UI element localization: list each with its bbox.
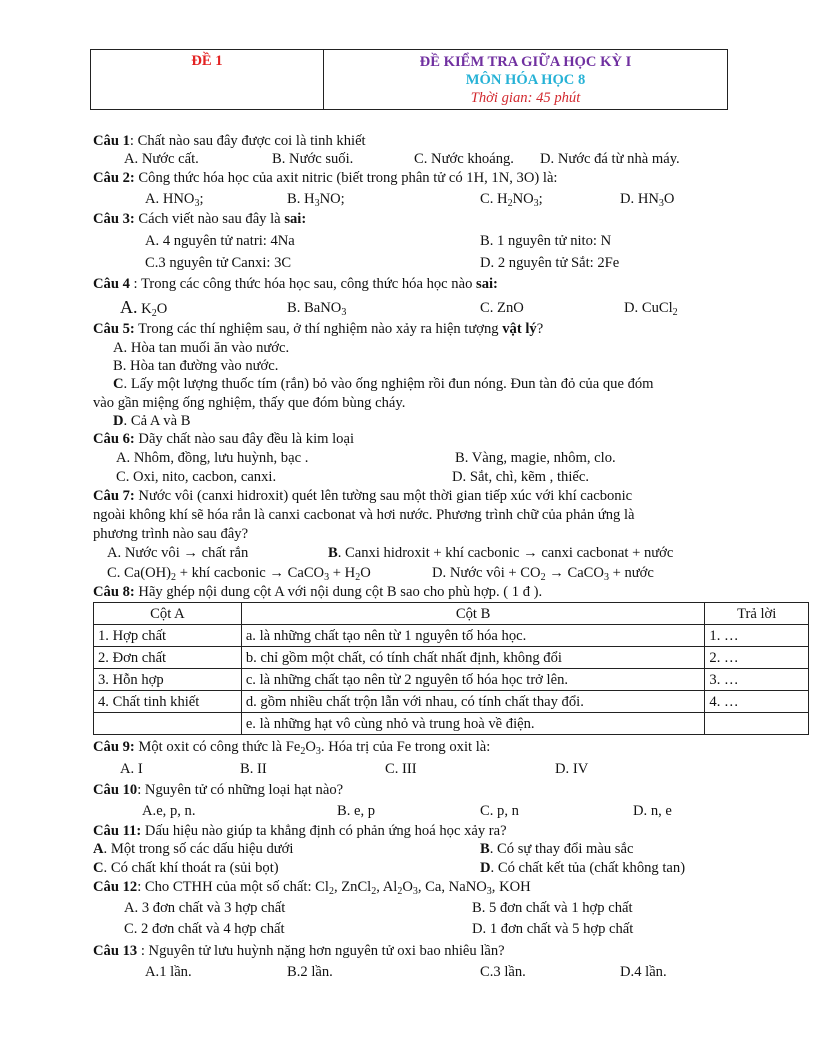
- question-7-cont: ngoài không khí sẽ hóa rắn là canxi cacbonat và hơi nước. Phương trình chữ của phản ứng là: [93, 507, 635, 523]
- table-cell: [94, 713, 242, 735]
- q11-option-b: B. Có sự thay đổi màu sắc: [480, 841, 634, 857]
- exam-title-cell: [324, 50, 728, 110]
- question-label: Câu 2:: [93, 170, 135, 186]
- q7-option-c: C. $Ca(OH)_2$ + khí cacbonic → CaCO$_3$ + $H_2O$: [107, 565, 371, 583]
- q7-option-b: B. Canxi hidroxit + khí cacbonic → canxi cacbonat + nước: [328, 545, 674, 561]
- q2-option-c: C. $H_2NO_3$;: [480, 191, 543, 209]
- question-4: Câu 4 : Trong các công thức hóa học sau, công thức hóa học nào sai:: [93, 276, 498, 292]
- q1-option-a: A. Nước cất.: [124, 151, 199, 167]
- q7-option-a: A. Nước vôi → chất rắn: [107, 545, 249, 561]
- q3-option-c: C.3 nguyên tử Canxi: 3C: [145, 255, 292, 271]
- table-cell: e. là những hạt vô cùng nhỏ và trung hoà về điện.: [241, 713, 705, 735]
- q12-option-a: A. 3 đơn chất và 3 hợp chất: [124, 900, 286, 916]
- question-3: Câu 3: Cách viết nào sau đây là sai:: [93, 211, 307, 227]
- answer-cell: 3. …: [705, 669, 809, 691]
- table-cell: 2. Đơn chất: [94, 647, 242, 669]
- question-label: Câu 6:: [93, 431, 135, 447]
- answer-cell: 2. …: [705, 647, 809, 669]
- column-header: Cột A: [94, 603, 242, 625]
- q4-option-c: C. ZnO: [480, 300, 524, 316]
- q9-option-c: C. III: [385, 761, 417, 777]
- q5-option-c-cont: vào gần miệng ống nghiệm, thấy que đóm bùng cháy.: [93, 395, 406, 411]
- q3-option-a: A. 4 nguyên tử natri: 4Na: [145, 233, 295, 249]
- q5-option-b: B. Hòa tan đường vào nước.: [113, 358, 279, 374]
- question-13: Câu 13 : Nguyên tử lưu huỳnh nặng hơn nguyên tử oxi bao nhiêu lần?: [93, 943, 505, 959]
- question-5: Câu 5: Trong các thí nghiệm sau, ở thí nghiệm nào xảy ra hiện tượng vật lý?: [93, 321, 544, 337]
- exam-code: ĐỀ 1: [91, 50, 324, 110]
- q6-option-b: B. Vàng, magie, nhôm, clo.: [455, 450, 616, 466]
- question-8: Câu 8: Hãy ghép nội dung cột A với nội dung cột B sao cho phù hợp. ( 1 đ ).: [93, 584, 543, 600]
- question-label: Câu 3:: [93, 211, 135, 227]
- q6-option-c: C. Oxi, nito, cacbon, canxi.: [116, 469, 277, 485]
- q5-option-d: D. Cả A và B: [113, 413, 191, 429]
- q3-option-b: B. 1 nguyên tử nito: N: [480, 233, 612, 249]
- q13-option-d: D.4 lần.: [620, 964, 667, 980]
- q2-option-d: D. $HN_3O$: [620, 191, 675, 209]
- q10-option-d: D. n, e: [633, 803, 672, 819]
- table-cell: c. là những chất tạo nên từ 2 nguyên tố hóa học trở lên.: [241, 669, 705, 691]
- table-cell: 4. Chất tinh khiết: [94, 691, 242, 713]
- question-label: Câu 13: [93, 943, 138, 959]
- question-1: [93, 132, 366, 150]
- q13-option-b: B.2 lần.: [287, 964, 333, 980]
- q5-option-a: A. Hòa tan muối ăn vào nước.: [113, 340, 290, 356]
- question-12: Câu 12: Cho CTHH của một số chất: $Cl_2$, ZnCl$_2$, $Al_2O_3$, Ca, NaNO$_3$, KOH: [93, 879, 531, 897]
- table-cell: a. là những chất tạo nên từ 1 nguyên tố hóa học.: [241, 625, 705, 647]
- q7-option-d: D. Nước vôi + $CO_2$ → CaCO$_3$ + nước: [432, 565, 654, 583]
- table-cell: 3. Hỗn hợp: [94, 669, 242, 691]
- q10-option-a: A.e, p, n.: [142, 803, 196, 819]
- question-label: Câu 12: [93, 879, 138, 895]
- q3-option-d: D. 2 nguyên tử Sắt: 2Fe: [480, 255, 620, 271]
- question-6: Câu 6: Dãy chất nào sau đây đều là kim loại: [93, 431, 355, 447]
- q9-option-a: A. I: [120, 761, 143, 777]
- answer-cell: [705, 713, 809, 735]
- table-cell: b. chỉ gồm một chất, có tính chất nhất định, không đổi: [241, 647, 705, 669]
- table-cell: d. gồm nhiều chất trộn lẫn với nhau, có tính chất thay đổi.: [241, 691, 705, 713]
- q12-option-c: C. 2 đơn chất và 4 hợp chất: [124, 921, 285, 937]
- question-2: [93, 169, 558, 187]
- exam-time: Thời gian: 45 phút: [470, 90, 581, 106]
- question-label: Câu 1: [93, 133, 130, 149]
- q12-option-d: D. 1 đơn chất và 5 hợp chất: [472, 921, 634, 937]
- exam-header: [90, 49, 728, 110]
- exam-subject: MÔN HÓA HỌC 8: [465, 72, 586, 88]
- q4-option-d: D. CuCl$_2$: [624, 300, 678, 318]
- table-row: [94, 713, 809, 735]
- table-row: [94, 647, 809, 669]
- question-label: Câu 5:: [93, 321, 135, 337]
- q10-option-c: C. p, n: [480, 803, 519, 819]
- question-label: Câu 11:: [93, 823, 142, 839]
- question-label: Câu 10: [93, 782, 138, 798]
- question-text: : Chất nào sau đây được coi là tinh khiết: [129, 133, 366, 149]
- q11-option-c: C. Có chất khí thoát ra (sủi bọt): [93, 860, 279, 876]
- question-9: Câu 9: Một oxit có công thức là $Fe_2O_3$. Hóa trị của Fe trong oxit là:: [93, 739, 491, 757]
- question-7-cont2: phương trình nào sau đây?: [93, 526, 249, 542]
- question-label: Câu 9:: [93, 739, 135, 755]
- question-10: Câu 10: Nguyên tử có những loại hạt nào?: [93, 782, 344, 798]
- table-row: [94, 669, 809, 691]
- exam-title: ĐỀ KIỂM TRA GIỮA HỌC KỲ I: [419, 54, 632, 70]
- q1-option-c: C. Nước khoáng.: [414, 151, 514, 167]
- q13-option-c: C.3 lần.: [480, 964, 526, 980]
- question-label: Câu 8:: [93, 584, 135, 600]
- q2-option-a: A. $HNO_3$;: [145, 191, 204, 209]
- table-row: [94, 625, 809, 647]
- column-header: Trả lời: [705, 603, 809, 625]
- q6-option-d: D. Sắt, chì, kẽm , thiếc.: [452, 469, 589, 485]
- q13-option-a: A.1 lần.: [145, 964, 192, 980]
- answer-cell: 4. …: [705, 691, 809, 713]
- q12-option-b: B. 5 đơn chất và 1 hợp chất: [472, 900, 633, 916]
- q1-option-d: D. Nước đá từ nhà máy.: [540, 151, 680, 167]
- matching-table: [93, 602, 809, 735]
- q5-option-c: C. Lấy một lượng thuốc tím (rắn) bỏ vào ống nghiệm rồi đun nóng. Đun tàn đỏ của que đóm: [113, 376, 654, 392]
- question-7: Câu 7: Nước vôi (canxi hidroxit) quét lên tường sau một thời gian tiếp xúc với khí cacbonic: [93, 488, 633, 504]
- q9-option-b: B. II: [240, 761, 267, 777]
- q6-option-a: A. Nhôm, đồng, lưu huỳnh, bạc .: [116, 450, 309, 466]
- q9-option-d: D. IV: [555, 761, 589, 777]
- table-cell: 1. Hợp chất: [94, 625, 242, 647]
- table-header-row: [94, 603, 809, 625]
- q10-option-b: B. e, p: [337, 803, 376, 819]
- question-label: Câu 4: [93, 276, 130, 292]
- q2-option-b: B. $H_3NO$;: [287, 191, 345, 209]
- q11-option-d: D. Có chất kết tủa (chất không tan): [480, 860, 686, 876]
- question-11: Câu 11: Dấu hiệu nào giúp ta khẳng định có phản ứng hoá học xảy ra?: [93, 823, 507, 839]
- question-label: Câu 7:: [93, 488, 135, 504]
- table-row: [94, 691, 809, 713]
- q1-option-b: B. Nước suối.: [272, 151, 354, 167]
- q4-option-b: B. BaNO$_3$: [287, 300, 347, 318]
- q11-option-a: A. Một trong số các dấu hiệu dưới: [93, 841, 294, 857]
- answer-cell: 1. …: [705, 625, 809, 647]
- question-text: Công thức hóa học của axit nitric (biết trong phân tử có 1H, 1N, 3O) là:: [134, 170, 558, 186]
- column-header: Cột B: [241, 603, 705, 625]
- q4-option-a: A. $K_2O$: [120, 297, 168, 319]
